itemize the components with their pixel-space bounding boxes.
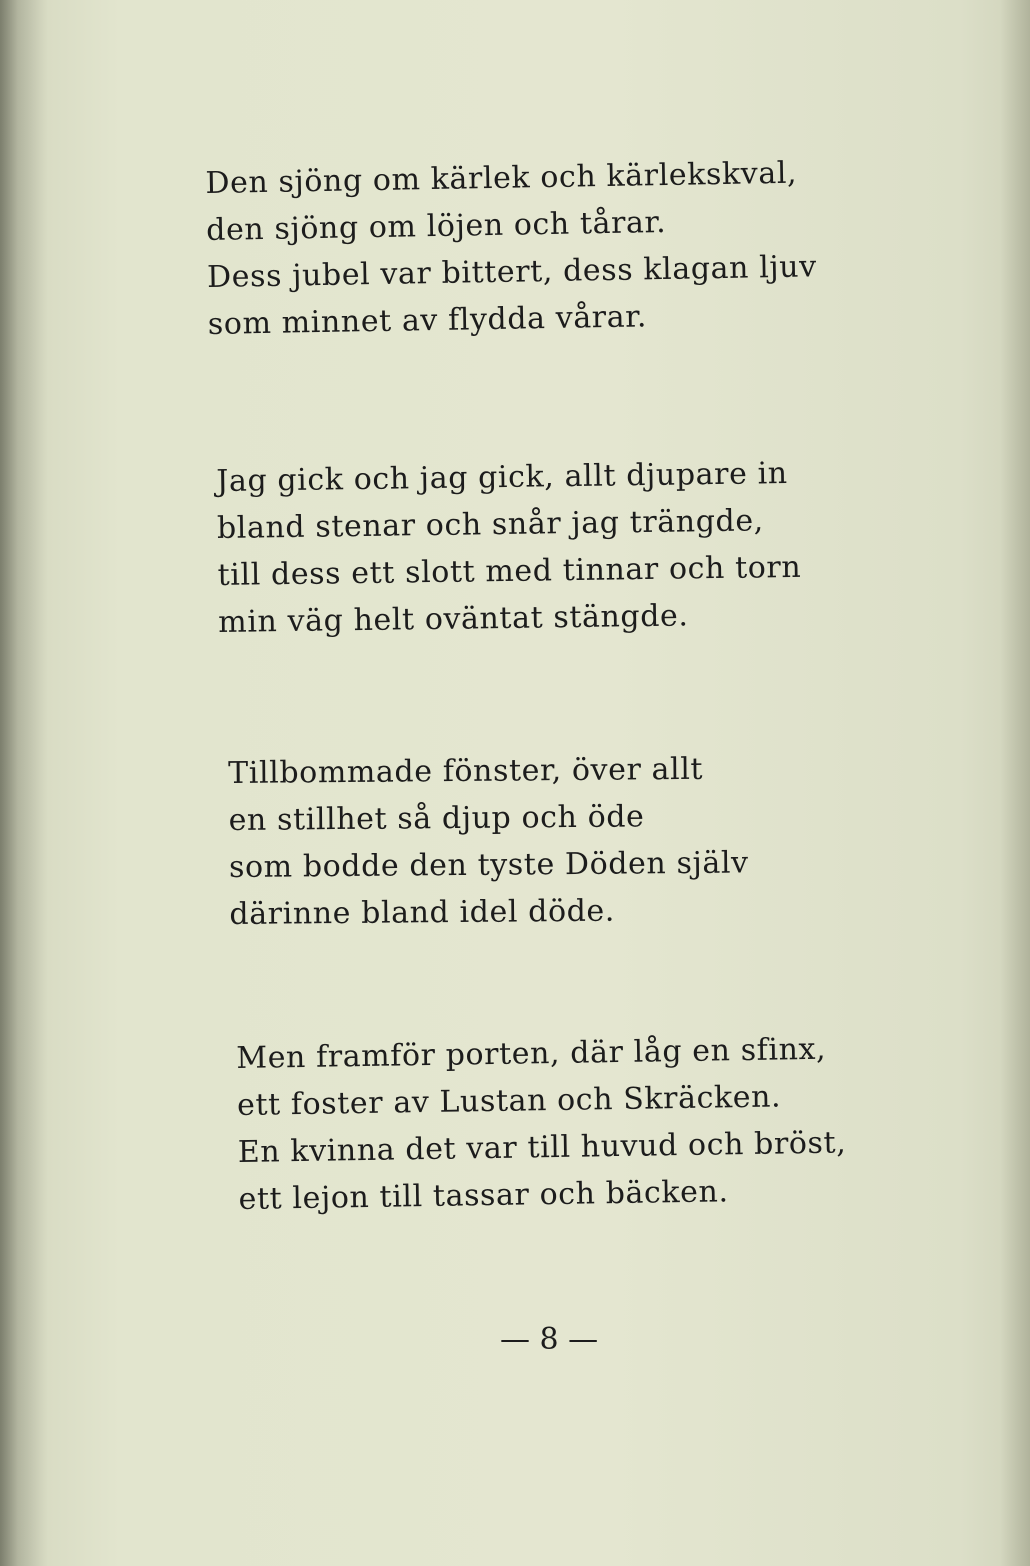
- verse-line: en stillhet så djup och öde: [228, 799, 645, 838]
- stanza-2: [216, 450, 802, 646]
- verse-line: som minnet av flydda vårar.: [207, 299, 648, 342]
- stanza-4: [236, 1025, 847, 1223]
- verse-line: därinne bland idel döde.: [229, 893, 616, 932]
- verse-line: En kvinna det var till huvud och bröst,: [237, 1125, 847, 1170]
- verse-line: ett lejon till tassar och bäcken.: [238, 1174, 729, 1217]
- verse-line: till dess ett slott med tinnar och torn: [217, 549, 802, 593]
- verse-line: Dess jubel var bittert, dess klagan ljuv: [206, 249, 818, 295]
- verse-line: Men framför porten, där låg en sfinx,: [236, 1031, 827, 1076]
- verse-line: den sjöng om löjen och tårar.: [205, 204, 667, 248]
- verse-line: min väg helt oväntat stängde.: [218, 598, 689, 640]
- stanza-3: [228, 745, 749, 938]
- page-number: — 8 —: [500, 1322, 599, 1357]
- verse-line: ett foster av Lustan och Skräcken.: [236, 1079, 782, 1123]
- stanza-1: [205, 149, 818, 348]
- verse-line: Tillbommade fönster, över allt: [228, 751, 704, 791]
- verse-line: bland stenar och snår jag trängde,: [216, 503, 765, 546]
- verse-line: Jag gick och jag gick, allt djupare in: [216, 456, 788, 499]
- verse-line: som bodde den tyste Döden själv: [228, 845, 749, 885]
- verse-line: Den sjöng om kärlek och kärlekskval,: [205, 155, 798, 201]
- binding-shadow: [0, 0, 48, 1566]
- page-edge-shadow: [1000, 0, 1030, 1566]
